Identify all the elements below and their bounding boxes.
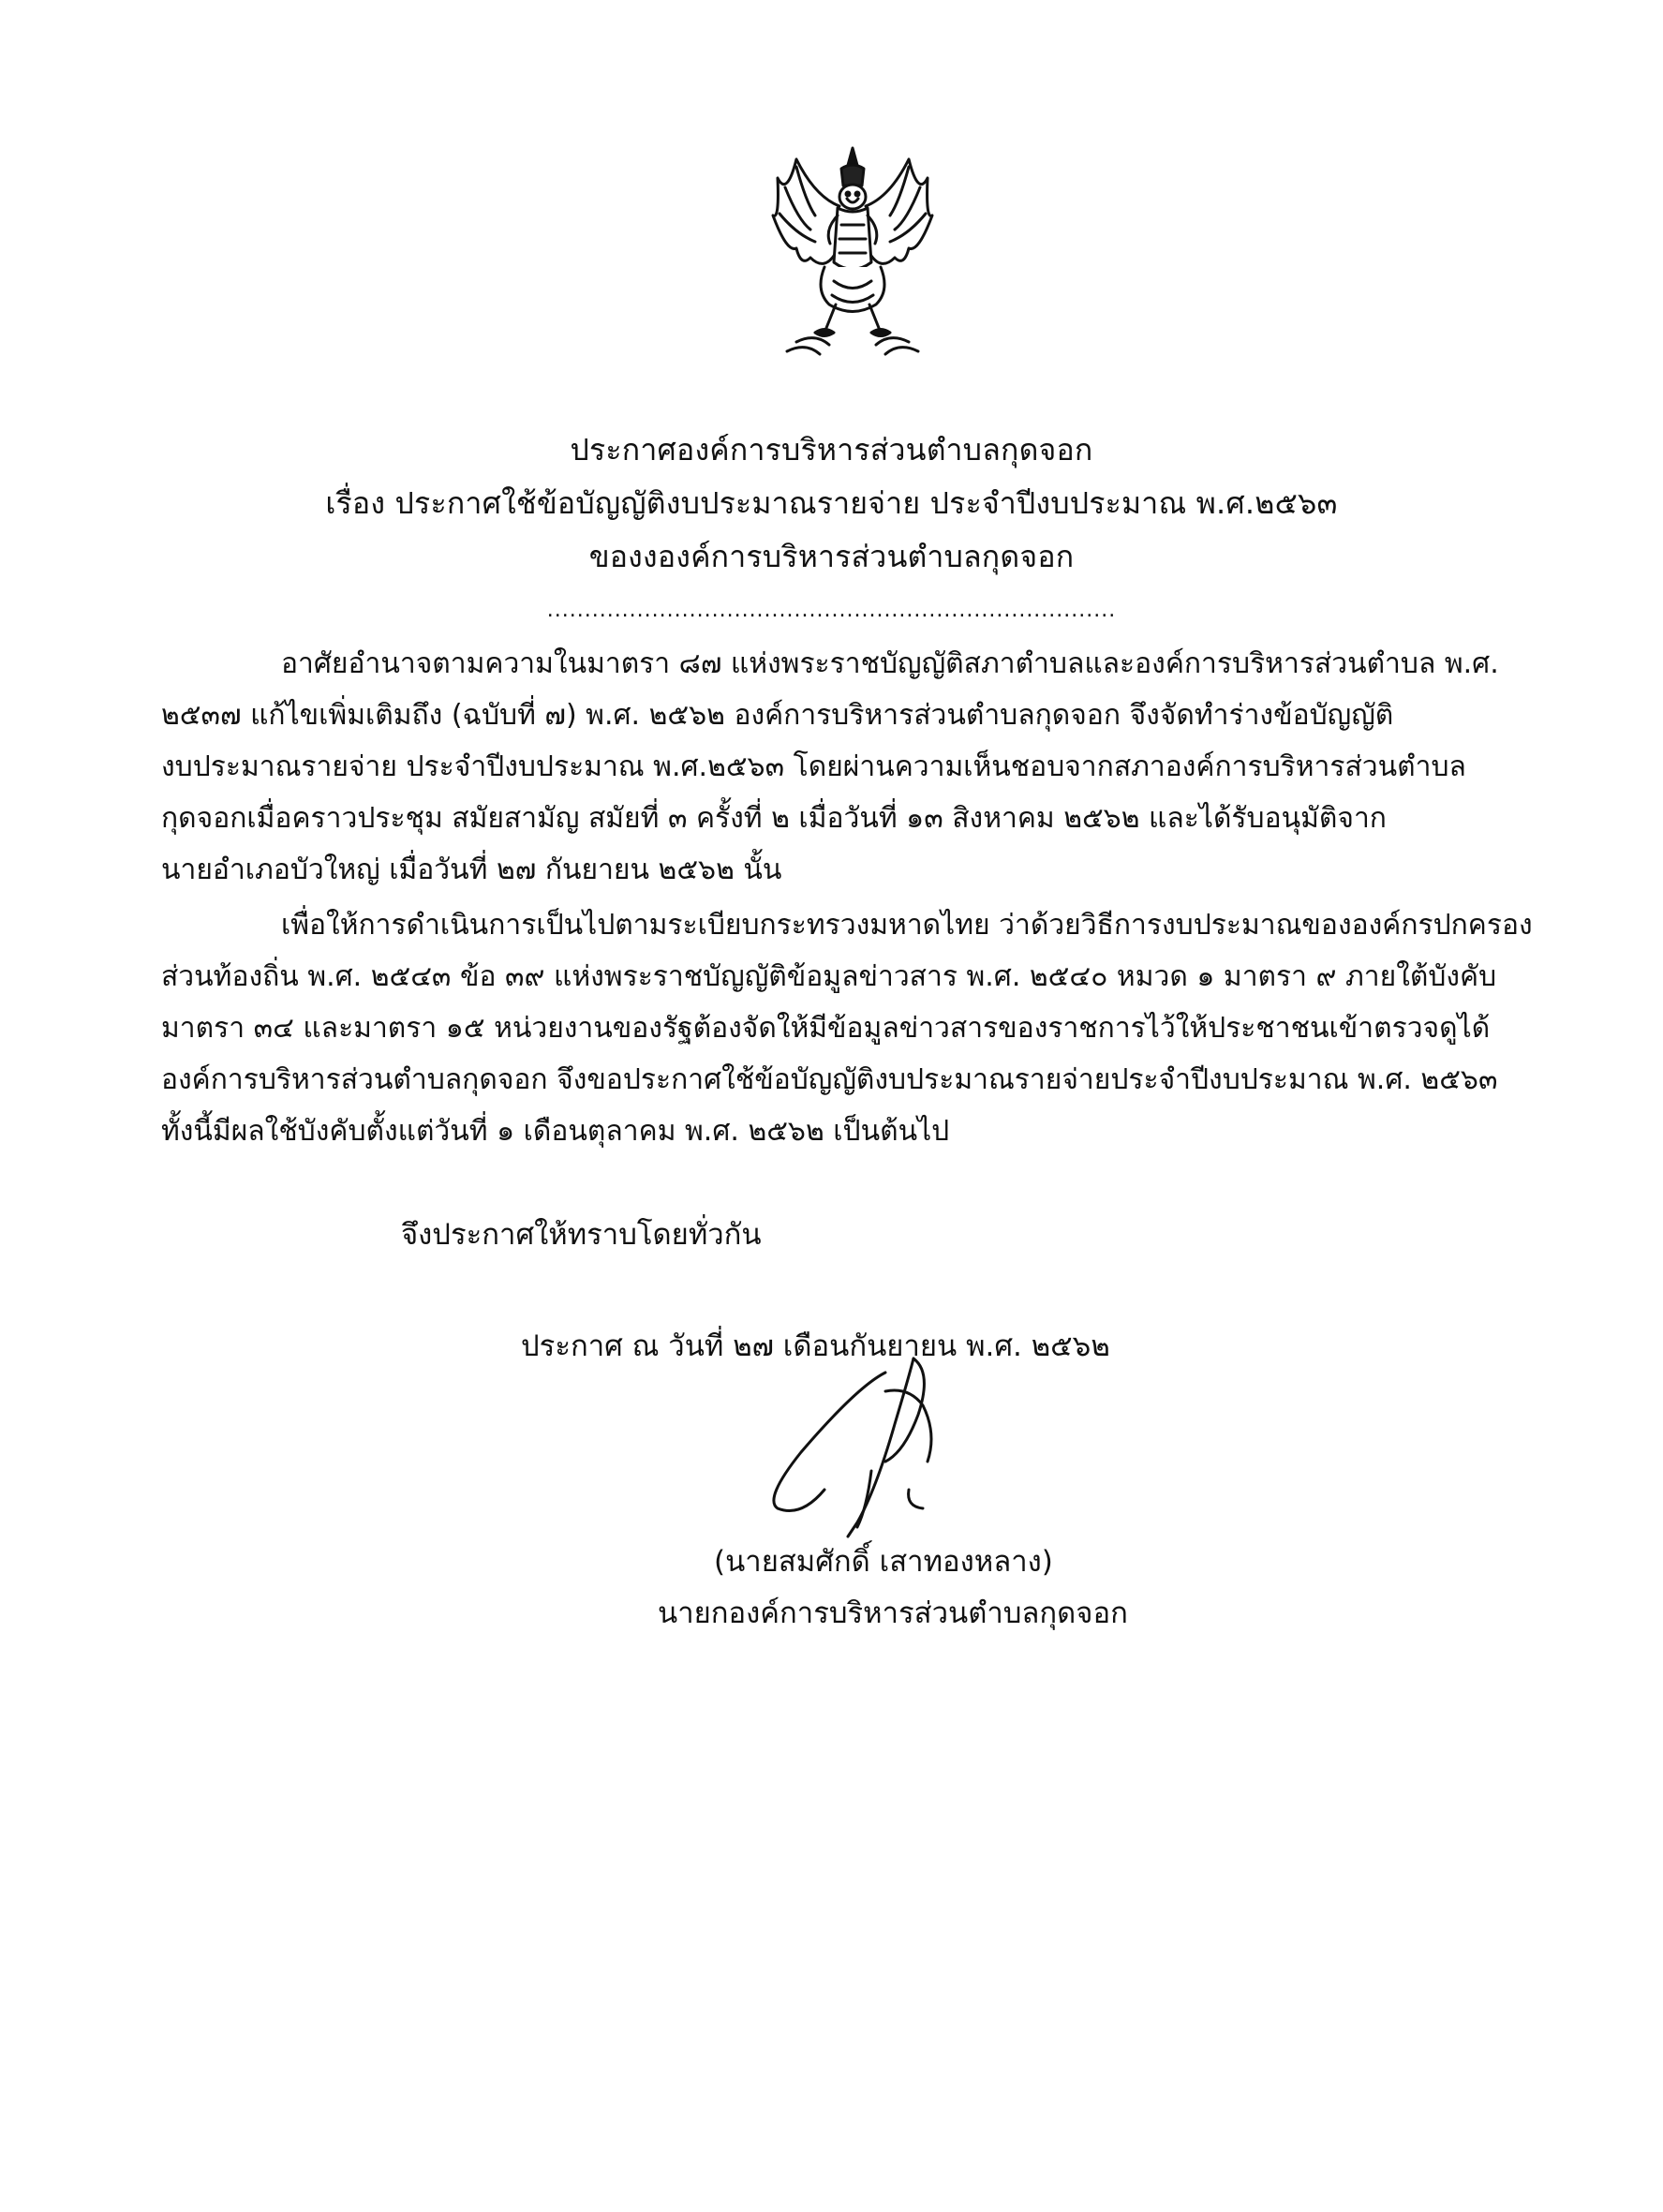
- paragraph2-line: ทั้งนี้มีผลใช้บังคับตั้งแต่วันที่ ๑ เดือนตุลาคม พ.ศ. ๒๕๖๒ เป็นต้นไป: [161, 1115, 950, 1148]
- announcement-subject: เรื่อง ประกาศใช้ข้อบัญญัติงบประมาณรายจ่าย ประจำปีงบประมาณ พ.ศ.๒๕๖๓: [325, 485, 1338, 521]
- separator-dots: ............................................................................: [546, 599, 1117, 622]
- signer-name: (นายสมศักดิ์ เสาทองหลาง): [714, 1545, 1053, 1579]
- paragraph1-line: อาศัยอำนาจตามความในมาตรา ๘๗ แห่งพระราชบัญญัติสภาตำบลและองค์การบริหารส่วนตำบล พ.ศ.: [281, 647, 1499, 680]
- paragraph1-line: นายอำเภอบัวใหญ่ เมื่อวันที่ ๒๗ กันยายน ๒๕๖๒ นั้น: [161, 854, 782, 886]
- announcement-title: ประกาศองค์การบริหารส่วนตำบลกุดจอก: [570, 432, 1093, 468]
- signer-title: นายกองค์การบริหารส่วนตำบลกุดจอก: [658, 1596, 1128, 1630]
- paragraph1-line: กุดจอกเมื่อคราวประชุม สมัยสามัญ สมัยที่ ๓ ครั้งที่ ๒ เมื่อวันที่ ๑๓ สิงหาคม ๒๕๖๒ และได้รับอนุมัติจาก: [161, 802, 1387, 835]
- garuda-emblem-icon: [759, 141, 946, 365]
- paragraph2-line: ส่วนท้องถิ่น พ.ศ. ๒๕๔๓ ข้อ ๓๙ แห่งพระราชบัญญัติข้อมูลข่าวสาร พ.ศ. ๒๕๔๐ หมวด ๑ มาตรา ๙ ภายใต้บังคับ: [161, 960, 1497, 993]
- handwritten-signature-icon: [745, 1349, 1026, 1546]
- paragraph1-line: ๒๕๓๗ แก้ไขเพิ่มเติมถึง (ฉบับที่ ๗) พ.ศ. ๒๕๖๒ องค์การบริหารส่วนตำบลกุดจอก จึงจัดทำร่างข้อบัญญัติ: [161, 699, 1394, 732]
- paragraph2-line: องค์การบริหารส่วนตำบลกุดจอก จึงขอประกาศใช้ข้อบัญญัติงบประมาณรายจ่ายประจำปีงบประมาณ พ.ศ. ๒๕๖๓: [161, 1063, 1498, 1096]
- announcement-organization: ของงองค์การบริหารส่วนตำบลกุดจอก: [588, 539, 1075, 574]
- paragraph2-line: มาตรา ๓๔ และมาตรา ๑๕ หน่วยงานของรัฐต้องจัดให้มีข้อมูลข่าวสารของราชการไว้ให้ประชาชนเข้าตรวจดูได้: [161, 1012, 1491, 1045]
- paragraph1-line: งบประมาณรายจ่าย ประจำปีงบประมาณ พ.ศ.๒๕๖๓ โดยผ่านความเห็นชอบจากสภาองค์การบริหารส่วนตำบล: [161, 750, 1466, 783]
- closing-statement: จึงประกาศให้ทราบโดยทั่วกัน: [401, 1218, 762, 1252]
- paragraph2-line: เพื่อให้การดำเนินการเป็นไปตามระเบียบกระทรวงมหาดไทย ว่าด้วยวิธีการงบประมาณขององค์กรปกครอง: [281, 909, 1533, 942]
- announcement-date: ประกาศ ณ วันที่ ๒๗ เดือนกันยายน พ.ศ. ๒๕๖๒: [521, 1329, 1110, 1363]
